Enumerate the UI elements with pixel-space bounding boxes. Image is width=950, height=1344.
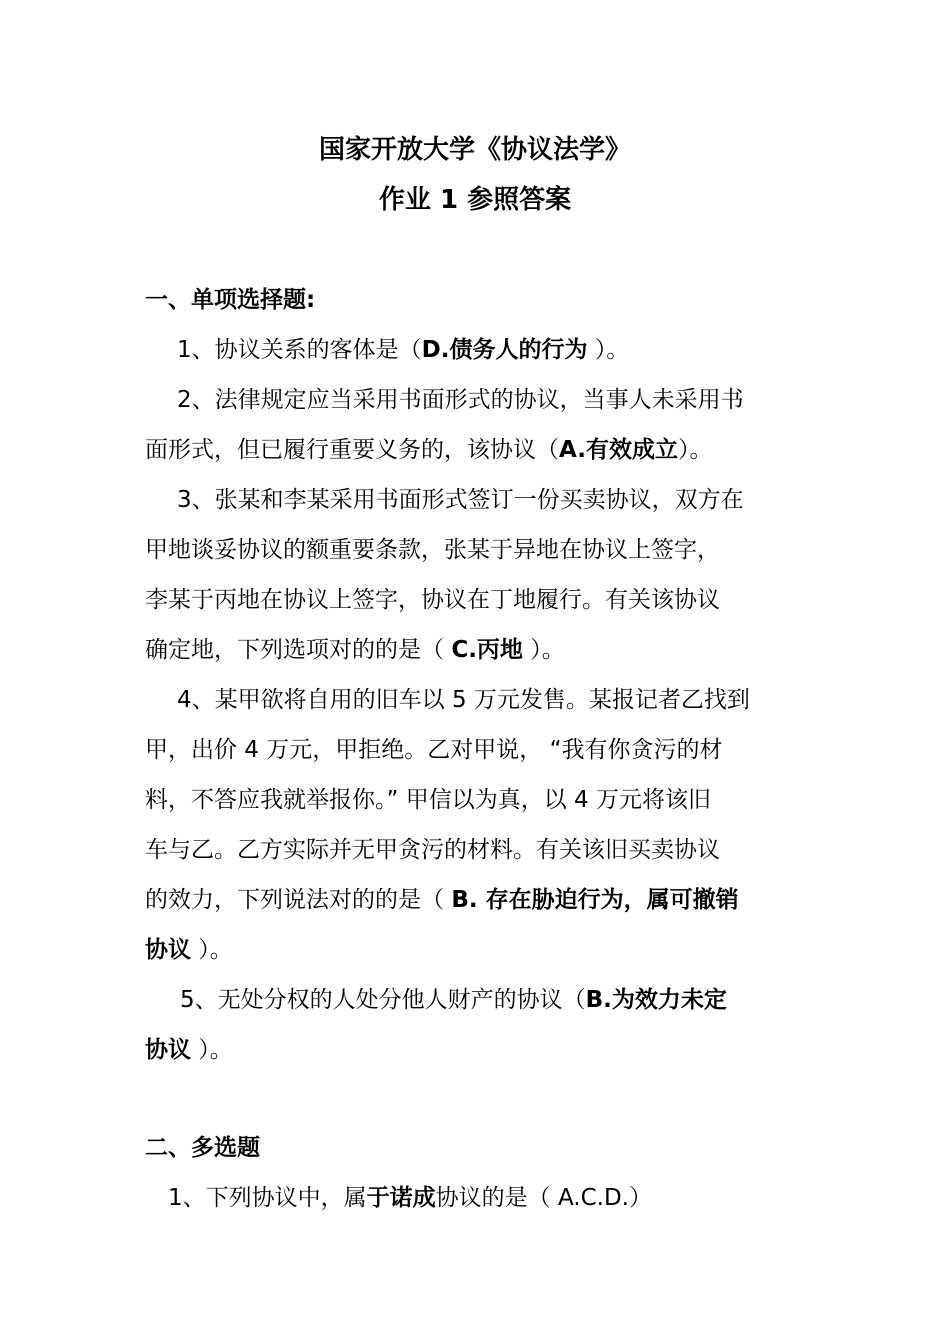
q3-answer: C.丙地 [451,637,523,663]
q5-answer: B.为效力未定 [585,987,727,1013]
mq1-bold: 于诺成 [366,1185,436,1211]
q3-text: 确定地，下列选项对的的是（ [145,637,452,663]
q3-tail: ）。 [522,637,565,663]
question-4-line2: 甲，出价 4 万元，甲拒绝。乙对甲说， “我有你贪污的材 [145,737,723,763]
q4-tail: ）。 [191,937,233,963]
question-4-line4: 车与乙。乙方实际并无甲贪污的材料。有关该旧买卖协议 [145,837,720,863]
question-3-line2: 甲地谈妥协议的额重要条款，张某于异地在协议上签字， [145,537,720,563]
q1-tail: ）。 [587,337,630,363]
document-title: 国家开放大学《协议法学》 [318,135,631,165]
question-3-line1: 3、张某和李某采用书面形式签订一份买卖协议，双方在 [177,487,744,513]
q5-tail: ）。 [191,1037,233,1063]
question-3-line4 [145,635,565,665]
question-1 [177,335,629,365]
q1-answer: D.债务人的行为 [421,337,588,363]
q4-text: 的效力，下列说法对的的是（ [145,887,452,913]
mq1-text: 1、下列协议中，属 [168,1185,367,1211]
question-4-line6 [145,935,233,965]
q2-tail: ）。 [677,437,713,463]
question-5-line1 [180,985,727,1015]
question-3-line3: 李某于丙地在协议上签字，协议在丁地履行。有关该协议 [145,587,720,613]
q4-answer-cont: 协议 [145,937,191,963]
q5-text: 5、无处分权的人处分他人财产的协议（ [180,987,586,1013]
question-2-line1: 2、法律规定应当采用书面形式的协议，当事人未采用书 [177,387,744,413]
question-4-line3: 料，不答应我就举报你。” 甲信以为真，以 4 万元将该旧 [145,787,711,813]
question-2-line2 [145,435,712,465]
q5-answer-cont: 协议 [145,1037,191,1063]
q2-answer: A.有效成立 [559,437,678,463]
multi-question-1 [168,1183,652,1213]
q2-text: 面形式，但已履行重要义务的，该协议（ [145,437,559,463]
section1-heading: 一、单项选择题: [145,287,316,313]
mq1-tail: 协议的是（ A.C.D.） [435,1185,652,1211]
document-subtitle: 作业 1 参照答案 [378,185,572,215]
q1-text: 1、协议关系的客体是（ [177,337,422,363]
question-5-line2 [145,1035,233,1065]
section2-heading: 二、多选题 [145,1135,260,1161]
q4-answer: B. 存在胁迫行为，属可撤销 [451,887,739,913]
question-4-line1: 4、某甲欲将自用的旧车以 5 万元发售。某报记者乙找到 [177,687,750,713]
question-4-line5 [145,885,739,915]
